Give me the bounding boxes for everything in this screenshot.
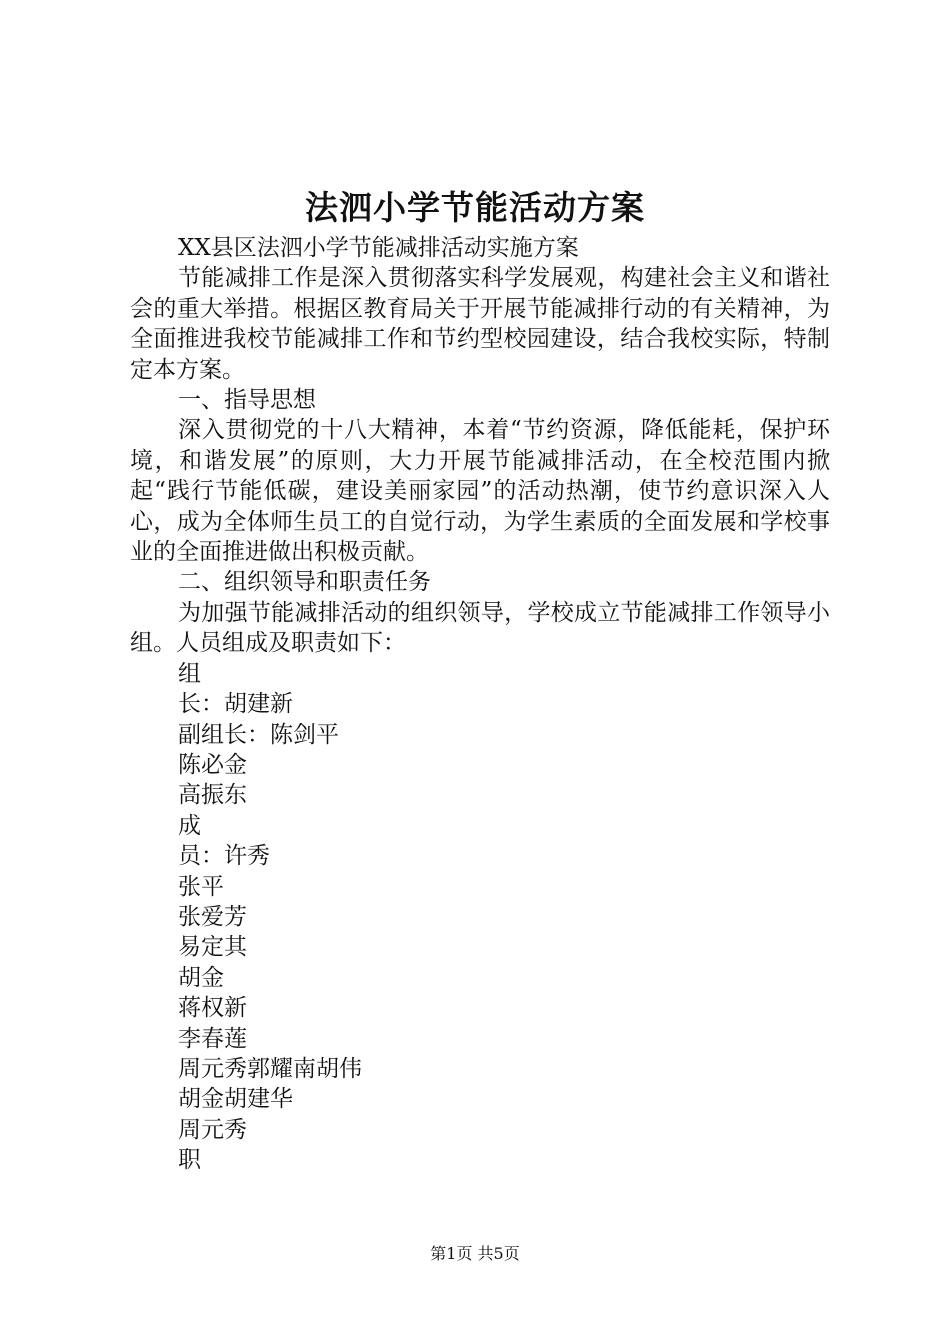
paragraph: 二、组织领导和职责任务: [178, 569, 431, 596]
paragraph: 节能减排工作是深入贯彻落实科学发展观，构建社会主义和谐社会的重大举措。根据区教育局关于开展节能减排行动的有关精神，为全面推进我校节能减排工作和节约型校园建设，结合我校实际，特制定本方案。: [130, 265, 830, 383]
list-item: 胡金胡建华: [178, 1086, 293, 1113]
list-item: 李春莲: [178, 1025, 247, 1052]
paragraph: 深入贯彻党的十八大精神，本着“节约资源，降低能耗，保护环境，和谐发展”的原则，大力开展节能减排活动，在全校范围内掀起“践行节能低碳，建设美丽家园”的活动热潮，使节约意识深入人心，成为全体师生员工的自觉行动，为学生素质的全面发展和学校事业的全面推进做出积极贡献。: [130, 417, 830, 566]
list-item: 陈必金: [178, 751, 247, 778]
list-item: 周元秀: [178, 1116, 247, 1143]
document-body: [130, 233, 830, 1176]
paragraph: 为加强节能减排活动的组织领导，学校成立节能减排工作领导小组。人员组成及职责如下：: [130, 599, 830, 657]
list-item: 员：许秀: [178, 843, 270, 870]
list-item: 副组长：陈剑平: [178, 721, 339, 748]
list-item: 成: [178, 812, 201, 839]
list-item: 组: [178, 660, 201, 687]
list-item: 蒋权新: [178, 995, 247, 1022]
list-item: 张爱芳: [178, 903, 247, 930]
document-title: 法泗小学节能活动方案: [305, 188, 645, 227]
list-item: 易定其: [178, 934, 247, 961]
list-item: 周元秀郭耀南胡伟: [178, 1055, 362, 1082]
paragraph: 一、指导思想: [178, 387, 316, 414]
list-item: 胡金: [178, 964, 224, 991]
list-item: 长：胡建新: [178, 691, 293, 718]
list-item: 张平: [178, 873, 224, 900]
list-item: 高振东: [178, 782, 247, 809]
page-footer: 第1页 共5页: [430, 1244, 520, 1263]
list-item: 职: [178, 1147, 201, 1174]
paragraph: XX县区法泗小学节能减排活动实施方案: [178, 235, 579, 261]
